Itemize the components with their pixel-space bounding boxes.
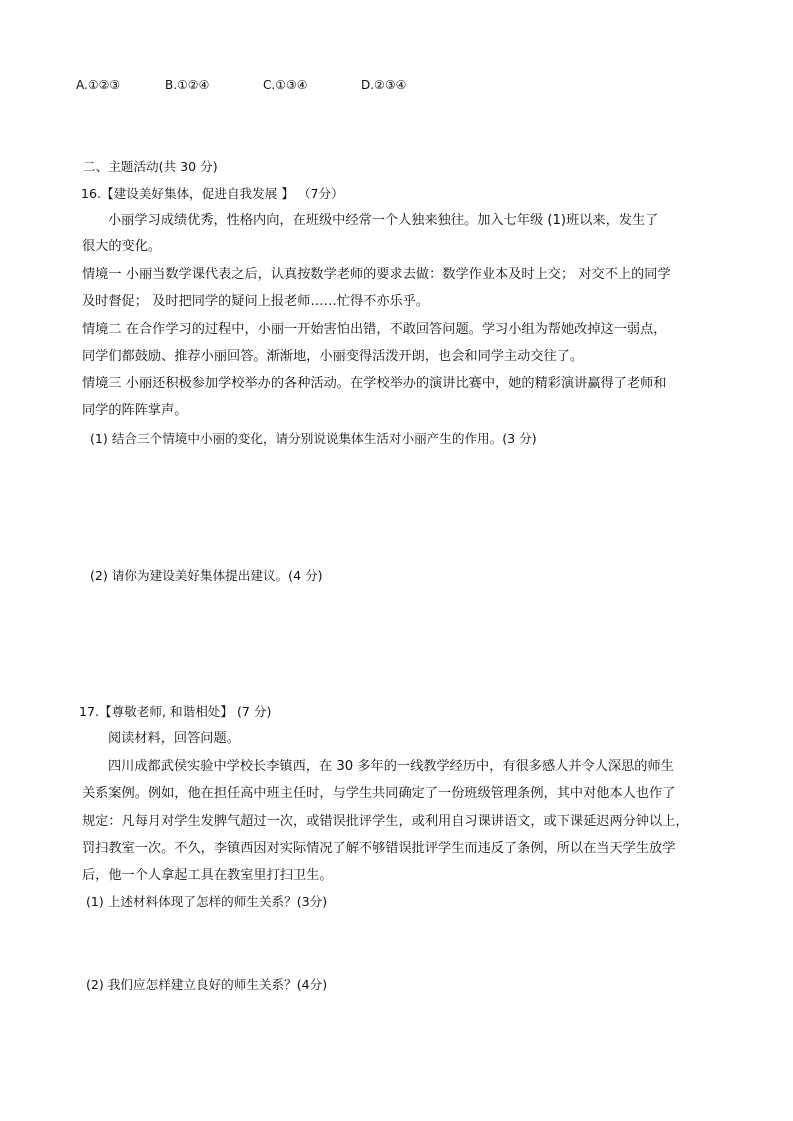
- q16-scene3-line1: 情境三 小丽还积极参加学校举办的各种活动。在学校举办的演讲比赛中，她的精彩演讲赢得了老师和: [82, 376, 667, 391]
- q17-passage-line1: 四川成都武侯实验中学校长李镇西，在 30 多年的一线教学经历中，有很多感人并令人深思的师生: [108, 759, 674, 774]
- q17-subquestion-2: (2) 我们应怎样建立良好的师生关系？(4分): [86, 977, 328, 992]
- q17-passage-line5: 后，他一个人拿起工具在教室里打扫卫生。: [82, 868, 333, 883]
- option-d: D.②③④: [361, 78, 407, 92]
- q16-intro-line2: 很大的变化。: [82, 239, 162, 254]
- q17-title: 17.【尊敬老师, 和谐相处】 (7 分): [79, 704, 272, 719]
- q17-subquestion-1: (1) 上述材料体现了怎样的师生关系？(3分): [86, 894, 328, 909]
- q17-answer-area-2[interactable]: [80, 1000, 720, 1100]
- q16-intro-line1: 小丽学习成绩优秀，性格内向，在班级中经常一个人独来独往。加入七年级 (1)班以来，发生了: [108, 213, 659, 228]
- q16-scene1-line2: 及时督促； 及时把同学的疑问上报老师……忙得不亦乐乎。: [82, 294, 430, 309]
- q16-subquestion-2: (2) 请你为建设美好集体提出建议。(4 分): [90, 568, 323, 583]
- q17-instruction: 阅读材料，回答问题。: [108, 731, 240, 746]
- q17-passage-line4: 罚扫教室一次。不久，李镇西因对实际情况了解不够错误批评学生而违反了条例，所以在当天学生放学: [82, 841, 676, 856]
- q17-answer-area-1[interactable]: [80, 915, 720, 975]
- q16-scene1-line1: 情境一 小丽当数学课代表之后，认真按数学老师的要求去做：数学作业本及时上交； 对交不上的同学: [82, 267, 671, 282]
- option-c: C.①③④: [263, 78, 308, 92]
- q17-passage-line3: 规定：凡每月对学生发脾气超过一次，或错误批评学生，或利用自习课讲语文，或下课延迟两分钟以上，: [82, 814, 689, 829]
- q16-scene2-line1: 情境二 在合作学习的过程中，小丽一开始害怕出错，不敢回答问题。学习小组为帮她改掉这一弱点，: [82, 322, 667, 337]
- section-heading: 二、主题活动(共 30 分): [83, 159, 218, 174]
- q16-scene3-line2: 同学的阵阵掌声。: [82, 403, 188, 418]
- option-a: A.①②③: [76, 78, 121, 92]
- q16-subquestion-1: (1) 结合三个情境中小丽的变化，请分别说说集体生活对小丽产生的作用。(3 分): [90, 431, 537, 446]
- q16-scene2-line2: 同学们都鼓励、推荐小丽回答。渐渐地，小丽变得活泼开朗，也会和同学主动交往了。: [82, 349, 584, 364]
- option-b: B.①②④: [165, 78, 210, 92]
- q17-passage-line2: 关系案例。例如，他在担任高中班主任时，与学生共同确定了一份班级管理条例，其中对他本人也作了: [82, 786, 676, 801]
- q16-title: 16.【建设美好集体，促进自我发展 】 （7分）: [81, 186, 344, 201]
- q16-answer-area-1[interactable]: [80, 452, 720, 562]
- q16-answer-area-2[interactable]: [80, 590, 720, 695]
